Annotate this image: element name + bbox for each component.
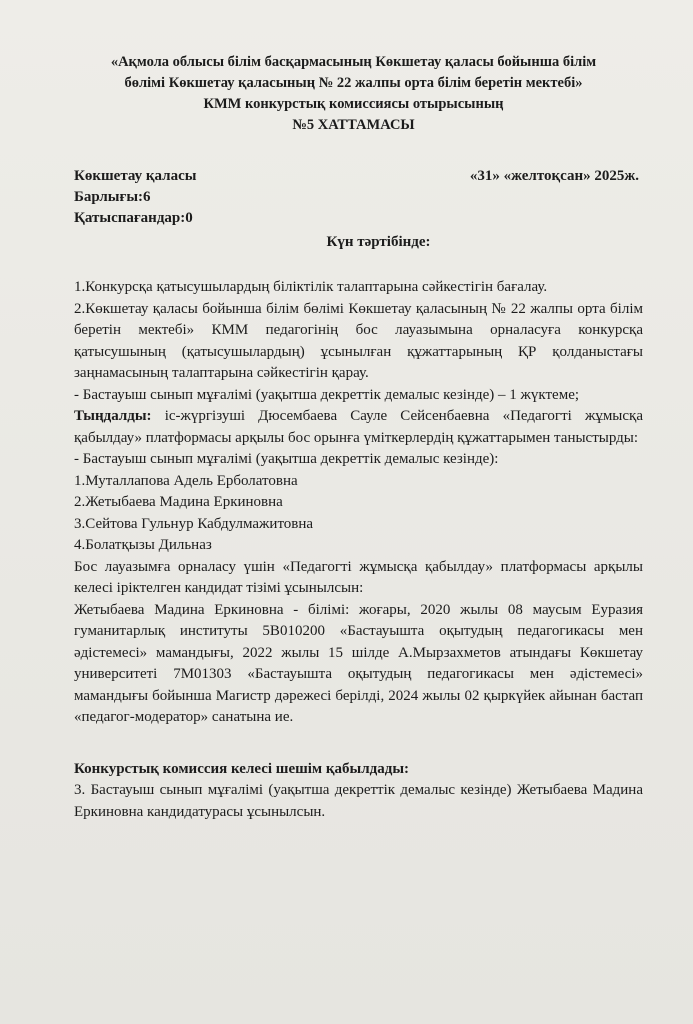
title-line-4: №5 ХАТТАМАСЫ bbox=[292, 117, 415, 133]
document-body bbox=[74, 277, 643, 823]
title-line-3: КММ конкурстық комиссиясы отырысының bbox=[203, 96, 504, 112]
candidate-3: 3.Сейтова Гульнур Кабдулмажитовна bbox=[74, 515, 314, 532]
city-date-row bbox=[74, 166, 643, 187]
candidate-detail: Жетыбаева Мадина Еркиновна - білімі: жоғары, 2020 жылы 08 маусым Еуразия гуманитарлық институты 5В010200 «Бастауышта оқытудың педагогикасы мен әдістемесі» мамандығы, 2022 жылы 15 шілде А.Мырзахметов атындағы Көкшетау университеті 7М01303 «Бастауышта оқытудың педагогикасы мен әдістемесі» мамандығы бойынша Магистр дәрежесі берілді, 2024 жылы 02 қыркүйек айынан бастап «педагог-модератор» санатына ие. bbox=[74, 601, 643, 725]
shortlist-text: Бос лауазымға орналасу үшін «Педагогті жұмысқа қабылдау» платформасы арқылы келесі іріктелген кандидат тізімі ұсынылсын: bbox=[74, 558, 643, 596]
listened-label: Тыңдалды: bbox=[74, 408, 152, 424]
document-title bbox=[64, 52, 643, 136]
agenda-position: - Бастауыш сынып мұғалімі (уақытша декреттік демалыс кезінде) – 1 жүктеме; bbox=[74, 386, 580, 403]
city: Көкшетау қаласы bbox=[74, 168, 197, 184]
total-count: Барлығы:6 bbox=[74, 189, 151, 205]
date: «31» «желтоқсан» 2025ж. bbox=[469, 168, 639, 184]
absent-count: Қатыспағандар:0 bbox=[74, 210, 193, 226]
decision-text: 3. Бастауыш сынып мұғалімі (уақытша декреттік демалыс кезінде) Жетыбаева Мадина Еркиновна кандидатурасы ұсынылсын. bbox=[74, 782, 643, 820]
candidate-1: 1.Муталлапова Адель Ерболатовна bbox=[74, 472, 298, 489]
title-line-2: бөлімі Көкшетау қаласының № 22 жалпы орта білім беретін мектебі» bbox=[124, 75, 583, 91]
decision-title: Конкурстық комиссия келесі шешім қабылдады: bbox=[74, 760, 410, 777]
candidate-2: 2.Жетыбаева Мадина Еркиновна bbox=[74, 494, 283, 510]
agenda-title: Күн тәртібінде: bbox=[326, 234, 431, 250]
listened-paragraph bbox=[74, 406, 643, 449]
listened-text: іс-жүргізуші Дюсембаева Сауле Сейсенбаевна «Педагогті жұмысқа қабылдау» платформасы арқылы бос орынға үміткерлердің құжаттарымен таныстырды: bbox=[74, 408, 643, 446]
listened-position: - Бастауыш сынып мұғалімі (уақытша декреттік демалыс кезінде): bbox=[74, 451, 499, 467]
agenda-item-2: 2.Көкшетау қаласы бойынша білім бөлімі Көкшетау қаласының № 22 жалпы орта білім беретін мектебі» КММ педагогінің бос лауазымына орналасуға конкурсқа қатысушының (қатысушылардың) ұсынылған құжаттарының ҚР қолданыстағы заңнамасының талаптарына сәйкестігін қарау. bbox=[74, 300, 643, 381]
agenda-item-1: 1.Конкурсқа қатысушылардың біліктілік талаптарына сәйкестігін бағалау. bbox=[74, 279, 548, 295]
candidate-4: 4.Болатқызы Дильназ bbox=[74, 537, 212, 553]
title-line-1: «Ақмола облысы білім басқармасының Көкшетау қаласы бойынша білім bbox=[110, 54, 597, 70]
